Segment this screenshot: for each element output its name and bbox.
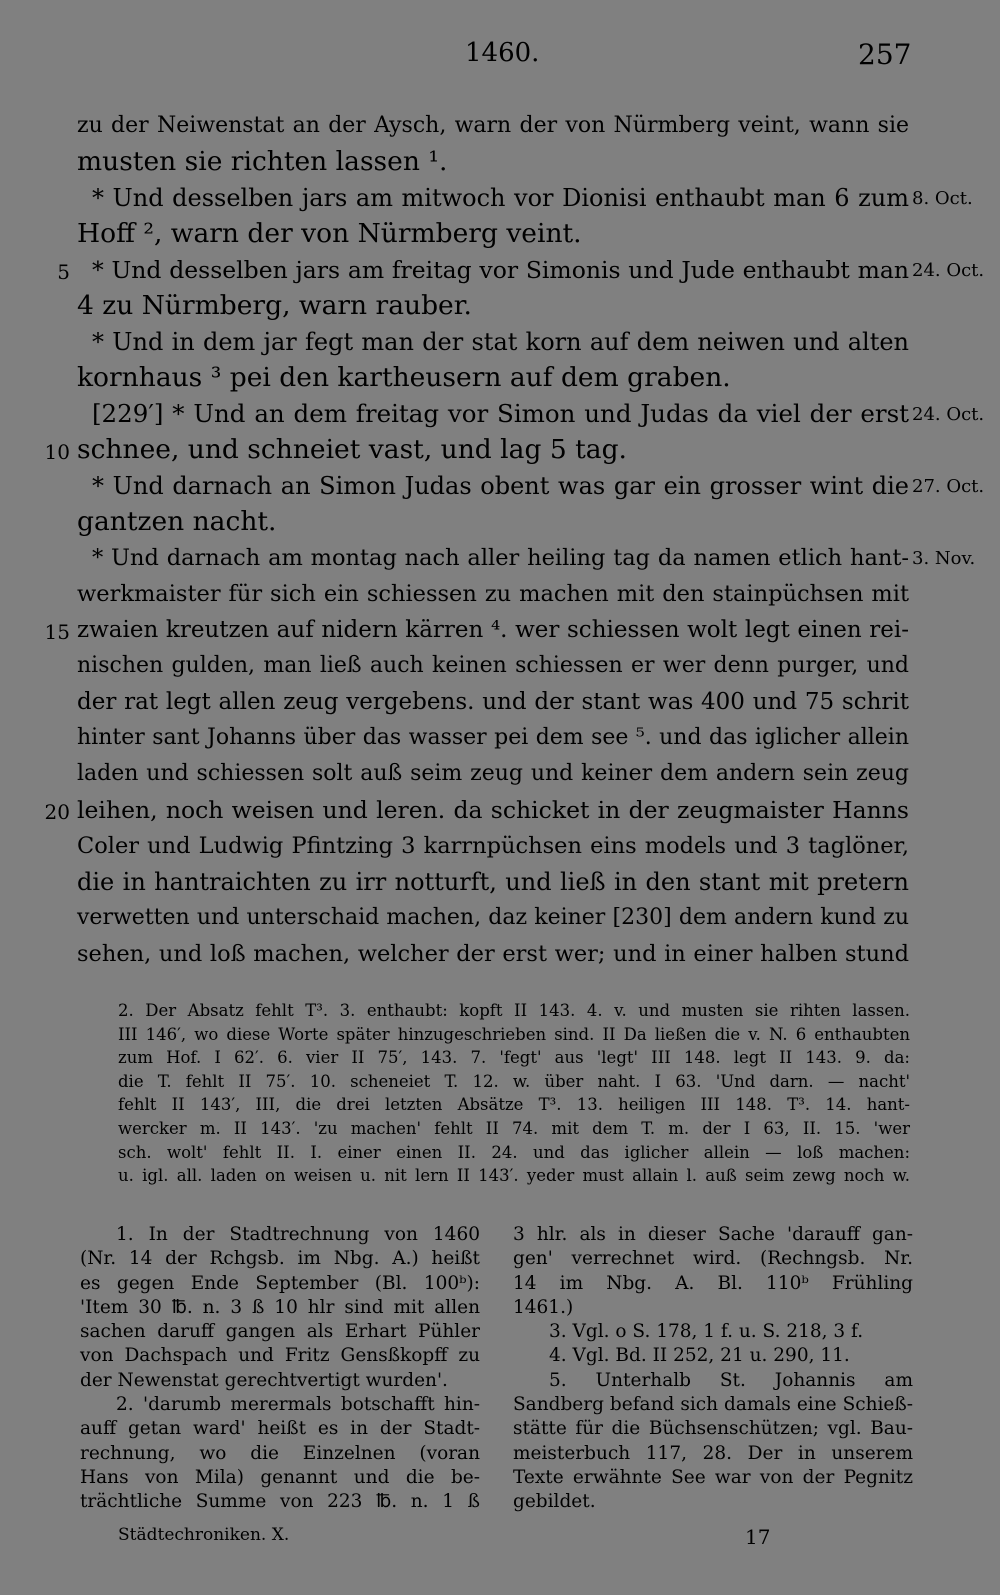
footnote-line: von Dachspach und Fritz Gensßkopff zu <box>80 1345 480 1367</box>
text-line: zu der Neiwenstat an der Aysch, warn der von Nürmberg veint, wann sie <box>77 113 909 138</box>
variant-line: fehlt II 143′, III, die drei letzten Absätze T³. 13. heiligen III 148. T³. 14. hant- <box>118 1095 910 1115</box>
footnote-line: Sandberg befand sich damals eine Schieß- <box>513 1394 913 1416</box>
variant-line: III 146′, wo diese Worte später hinzugeschrieben sind. II Da ließen die v. N. 6 enthaubten <box>118 1024 910 1044</box>
footnote-line: 5. Unterhalb St. Johannis am <box>549 1369 913 1391</box>
footer-series-title: Städtechroniken. X. <box>118 1525 290 1545</box>
text-line: * Und desselben jars am freitag vor Simonis und Jude enthaubt man <box>92 256 909 284</box>
text-line: gantzen nacht. <box>77 506 277 537</box>
footnote-line: 3. Vgl. o S. 178, 1 f. u. S. 218, 3 f. <box>549 1321 864 1343</box>
variant-line: sch. wolt' fehlt II. I. einer einen II. 24. und das iglicher allein — loß machen: <box>118 1142 910 1162</box>
footnote-line: 1. In der Stadtrechnung von 1460 <box>116 1224 480 1245</box>
text-line: leihen, noch weisen und leren. da schicket in der zeugmaister Hanns <box>77 796 909 824</box>
footnote-line: sachen daruff gangen als Erhart Pühler <box>80 1321 480 1343</box>
footnote-line: gebildet. <box>513 1491 596 1513</box>
footnote-line: 4. Vgl. Bd. II 252, 21 u. 290, 11. <box>549 1345 850 1367</box>
text-line: [229′] * Und an dem freitag vor Simon und Judas da viel der erst <box>92 399 909 428</box>
variant-line: zum Hof. I 62′. 6. vier II 75′, 143. 7. 'fegt' aus 'legt' III 148. legt II 143. 9. da: <box>118 1048 910 1068</box>
margin-date: 3. Nov. <box>912 548 976 569</box>
footer-signature: 17 <box>745 1525 771 1549</box>
text-line: sehen, und loß machen, welcher der erst wer; und in einer halben stund <box>77 941 909 967</box>
line-number: 5 <box>57 260 70 284</box>
footnote-line: 14 im Nbg. A. Bl. 110ᵇ Frühling <box>513 1272 913 1294</box>
text-line: hinter sant Johanns über das wasser pei dem see ⁵. und das iglicher allein <box>77 725 909 750</box>
variant-line: die T. fehlt II 75′. 10. scheneiet T. 12. w. über naht. I 63. 'Und darn. — nacht' <box>118 1071 910 1091</box>
line-number: 10 <box>44 440 70 464</box>
text-line: * Und darnach an Simon Judas obent was gar ein grosser wint die <box>92 472 909 500</box>
footnotes-left-column <box>80 1223 480 1515</box>
footnotes-right-column <box>513 1223 913 1515</box>
text-line: die in hantraichten zu irr notturft, und ließ in den stant mit pretern <box>77 868 909 896</box>
footnote-line: 1461.) <box>513 1296 574 1318</box>
text-line: verwetten und unterschaid machen, daz keiner [230] dem andern kund zu <box>77 905 909 930</box>
text-line: schnee, und schneiet vast, und lag 5 tag. <box>77 434 627 465</box>
text-line: laden und schiessen solt auß seim zeug und keiner dem andern sein zeug <box>77 761 909 786</box>
footnote-line: stätte für die Büchsenschützen; vgl. Bau- <box>513 1418 913 1440</box>
margin-date: 8. Oct. <box>912 188 973 209</box>
footnote-line: rechnung, wo die Einzelnen (voran <box>80 1442 480 1464</box>
footnote-line: es gegen Ende September (Bl. 100ᵇ): <box>80 1272 480 1294</box>
text-line: nischen gulden, man ließ auch keinen schiessen er wer denn purger, und <box>77 653 909 678</box>
text-line: * Und desselben jars am mitwoch vor Dionisi enthaubt man 6 zum <box>92 184 909 212</box>
footnote-line: meisterbuch 117, 28. Der in unserem <box>513 1442 913 1464</box>
variant-line: wercker m. II 143′. 'zu machen' fehlt II 74. mit dem T. m. der I 63, II. 15. 'wer <box>118 1119 910 1138</box>
footnote-line: trächtliche Summe von 223 ℔. n. 1 ß <box>80 1491 480 1513</box>
text-line: * Und in dem jar fegt man der stat korn auf dem neiwen und alten <box>92 328 909 356</box>
footnote-line: auff getan ward' heißt es in der Stadt- <box>80 1418 480 1440</box>
running-head-year: 1460. <box>465 38 540 68</box>
line-number: 15 <box>44 620 70 644</box>
margin-date: 24. Oct. <box>912 404 985 425</box>
text-line: * Und darnach am montag nach aller heiling tag da namen etlich hant- <box>92 545 909 571</box>
footnote-line: 3 hlr. als in dieser Sache 'darauff gan- <box>513 1224 913 1245</box>
margin-date: 27. Oct. <box>912 476 985 497</box>
text-line: werkmaister für sich ein schiessen zu machen mit den stainpüchsen mit <box>77 581 909 607</box>
text-line: kornhaus ³ pei den kartheusern auf dem graben. <box>77 362 731 393</box>
footnote-line: 'Item 30 ℔. n. 3 ß 10 hlr sind mit allen <box>80 1296 480 1318</box>
variant-line: 2. Der Absatz fehlt T³. 3. enthaubt: kopft II 143. 4. v. und musten sie rihten lassen. <box>118 1001 910 1020</box>
text-line: Coler und Ludwig Pfintzing 3 karrnpüchsen eins models und 3 taglöner, <box>77 833 909 859</box>
footnote-line: 2. 'darumb merermals botschafft hin- <box>116 1394 480 1416</box>
line-number: 20 <box>44 800 70 824</box>
text-line: Hoff ², warn der von Nürmberg veint. <box>77 218 582 249</box>
footnote-line: (Nr. 14 der Rchgsb. im Nbg. A.) heißt <box>80 1248 480 1270</box>
footnote-line: Texte erwähnte See war von der Pegnitz <box>513 1466 913 1488</box>
page-number: 257 <box>858 38 912 71</box>
variant-line: u. igl. all. laden on weisen u. nit lern II 143′. yeder must allain l. auß seim zewg noch w. <box>118 1166 910 1186</box>
text-line: zwaien kreutzen auf nidern kärren ⁴. wer schiessen wolt legt einen rei- <box>77 617 909 643</box>
footnote-line: der Newenstat gerechtvertigt wurden'. <box>80 1369 448 1391</box>
footnote-line: gen' verrechnet wird. (Rechngsb. Nr. <box>513 1248 913 1270</box>
text-line: musten sie richten lassen ¹. <box>77 146 448 177</box>
text-line: der rat legt allen zeug vergebens. und der stant was 400 und 75 schrit <box>77 689 909 715</box>
text-line: 4 zu Nürmberg, warn rauber. <box>77 290 472 321</box>
margin-date: 24. Oct. <box>912 260 985 281</box>
footnote-line: Hans von Mila) genannt und die be- <box>80 1466 480 1488</box>
